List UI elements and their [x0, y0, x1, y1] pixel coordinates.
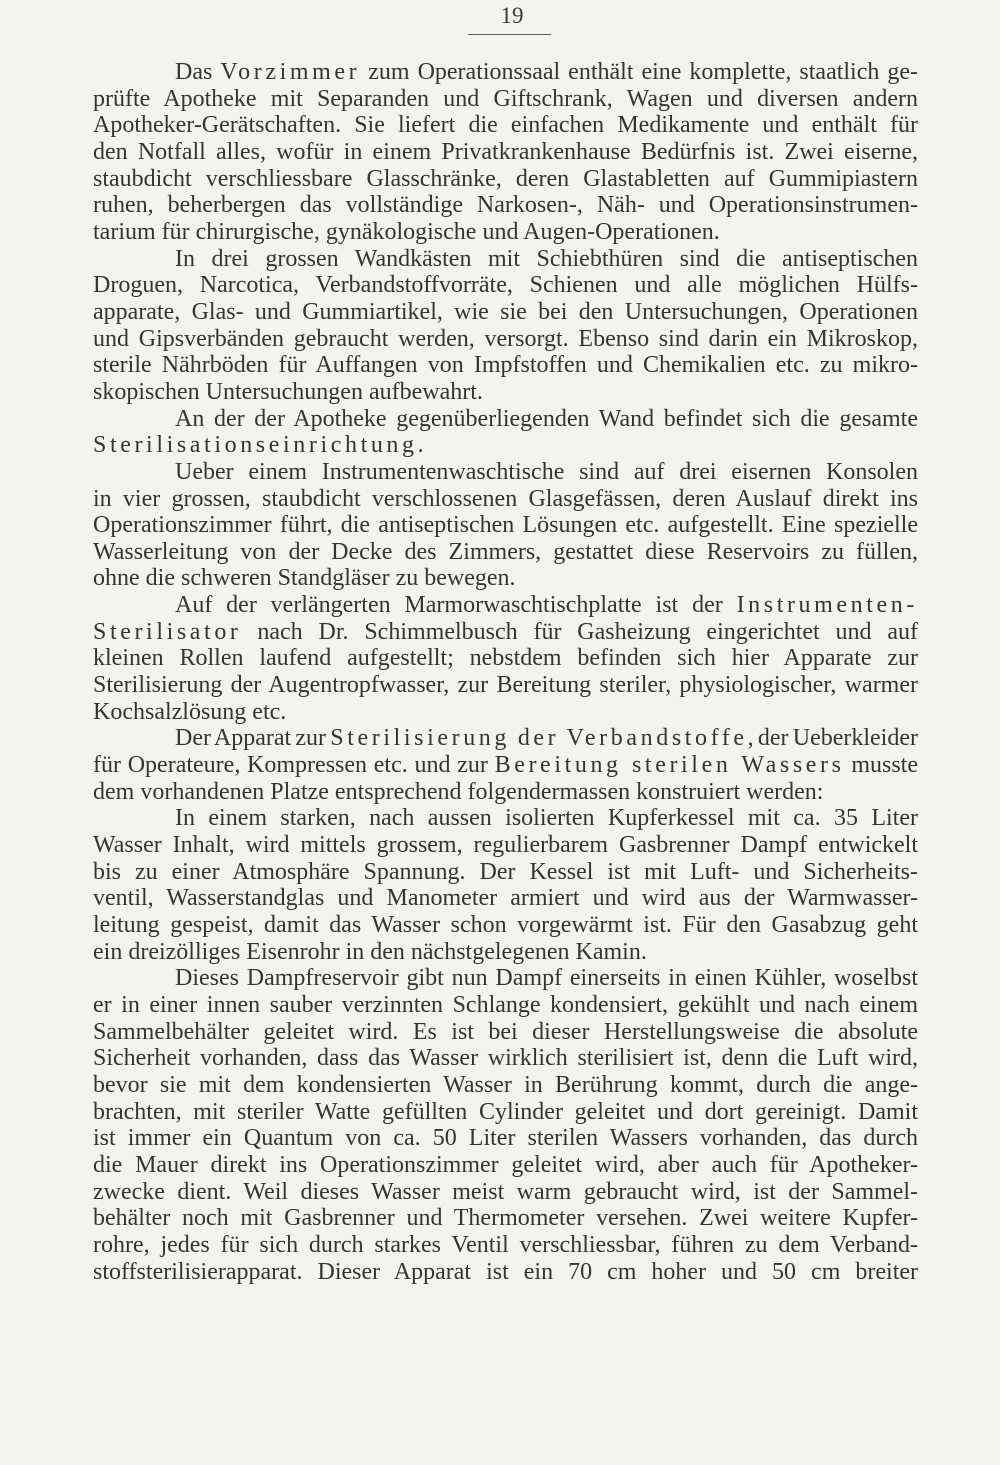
text-line: Kochsalzlösung etc. — [93, 698, 287, 725]
text-line: tarium für chirurgische, gynäkologische und Augen-Operationen. — [93, 218, 720, 245]
text-line: Wasserleitung von der Decke des Zimmers, gestattet diese Reservoirs zu füllen, — [93, 538, 918, 565]
spaced-emphasis: Sterilisator — [93, 618, 242, 645]
text-line: Sicherheit vorhanden, dass das Wasser wirklich sterilisiert ist, denn die Luft wird, — [93, 1045, 918, 1072]
text-line: bis zu einer Atmosphäre Spannung. Der Kessel ist mit Luft- und Sicherheits- — [93, 858, 918, 885]
text-line: leitung gespeist, damit das Wasser schon vorgewärmt ist. Für den Gasabzug geht — [93, 912, 918, 938]
spaced-emphasis: Instrumenten- — [736, 592, 918, 619]
text-run: Das — [175, 59, 221, 85]
text-line: In drei grossen Wandkästen mit Schiebthüren sind die antiseptischen — [175, 245, 918, 272]
paragraph — [93, 725, 918, 805]
text-line: Ueber einem Instrumentenwaschtische sind auf drei eisernen Konsolen — [175, 458, 918, 485]
text-run: Der Apparat zur — [175, 725, 331, 752]
text-run: zum Operationssaal enthält eine komplette, staatlich ge- — [360, 59, 919, 85]
spaced-emphasis: Sterilisierung der Verbandstoffe — [330, 725, 748, 752]
text-line: staubdicht verschliessbare Glasschränke, deren Glastabletten auf Gummipiastern — [93, 165, 918, 192]
paragraph — [93, 592, 918, 725]
text-run: musste — [844, 752, 919, 779]
text-line: den Notfall alles, wofür in einem Privatkrankenhause Bedürfnis ist. Zwei eiserne, — [93, 138, 918, 165]
text-line: In einem starken, nach aussen isolierten Kupferkessel mit ca. 35 Liter — [175, 805, 918, 832]
text-line: dem vorhandenen Platze entsprechend folgendermassen konstruiert werden: — [93, 778, 824, 805]
text-line — [93, 752, 918, 779]
spaced-emphasis: Vorzimmer — [220, 59, 361, 85]
text-line — [175, 725, 918, 752]
text-run: Auf der verlängerten Marmorwaschtischplatte ist der — [175, 592, 737, 619]
text-line: prüfte Apotheke mit Separanden und Giftschrank, Wagen und diversen andern — [93, 85, 918, 112]
text-line: kleinen Rollen laufend aufgestellt; nebstdem befinden sich hier Apparate zur — [93, 645, 918, 672]
text-run: für Operateure, Kompressen etc. und zur — [93, 752, 495, 779]
body-text — [93, 59, 918, 1285]
paragraph — [93, 406, 918, 459]
text-line: brachten, mit steriler Watte gefüllten Cylinder geleitet und dort gereinigt. Damit — [93, 1098, 918, 1125]
text-line: Apotheker-Gerätschaften. Sie liefert die einfachen Medikamente und enthält für — [93, 112, 918, 139]
text-line: rohre, jedes für sich durch starkes Ventil verschliessbar, führen zu dem Verband- — [93, 1231, 918, 1258]
text-line: Wasser Inhalt, wird mittels grossem, regulierbarem Gasbrenner Dampf entwickelt — [93, 832, 918, 859]
text-line: zwecke dient. Weil dieses Wasser meist warm gebraucht wird, ist der Sammel- — [93, 1178, 918, 1205]
spaced-emphasis-line: Sterilisationseinrichtung. — [93, 432, 428, 459]
text-line: ist immer ein Quantum von ca. 50 Liter sterilen Wassers vorhanden, das durch — [93, 1125, 918, 1152]
text-line: die Mauer direkt ins Operationszimmer geleitet wird, aber auch für Apotheker- — [93, 1151, 918, 1178]
text-line: ein dreizölliges Eisenrohr in den nächstgelegenen Kamin. — [93, 938, 647, 965]
text-line: apparate, Glas- und Gummiartikel, wie sie bei den Untersuchungen, Operationen — [93, 298, 918, 325]
text-line: ohne die schweren Standgläser zu bewegen. — [93, 565, 516, 592]
text-line: sterile Nährböden für Auffangen von Impfstoffen und Chemikalien etc. zu mikro- — [93, 352, 918, 379]
text-line — [175, 59, 918, 86]
text-line: Droguen, Narcotica, Verbandstoffvorräte, Schienen und alle möglichen Hülfs- — [93, 272, 918, 299]
text-run: , der Ueberkleider — [747, 725, 918, 752]
text-line: skopischen Untersuchungen aufbewahrt. — [93, 378, 483, 405]
text-line: und Gipsverbänden gebraucht werden, versorgt. Ebenso sind darin ein Mikroskop, — [93, 325, 918, 352]
paragraph — [93, 246, 918, 406]
text-line: er in einer innen sauber verzinnten Schlange kondensiert, gekühlt und nach einem — [93, 991, 918, 1018]
paragraph — [93, 965, 918, 1285]
text-run: nach Dr. Schimmelbusch für Gasheizung eingerichtet und auf — [241, 618, 918, 645]
text-line — [93, 619, 918, 646]
header-rule — [468, 34, 551, 35]
text-line — [175, 592, 918, 619]
spaced-emphasis: Bereitung sterilen Wassers — [494, 752, 845, 779]
text-line: in vier grossen, staubdicht verschlossenen Glasgefässen, deren Auslauf direkt ins — [93, 485, 918, 512]
page-number: 19 — [500, 3, 524, 28]
text-line: Dieses Dampfreservoir gibt nun Dampf einerseits in einen Kühler, woselbst — [175, 965, 918, 992]
text-line: behälter noch mit Gasbrenner und Thermometer versehen. Zwei weitere Kupfer- — [93, 1205, 918, 1232]
text-line: Sammelbehälter geleitet wird. Es ist bei dieser Herstellungsweise die absolute — [93, 1018, 918, 1045]
text-line: An der der Apotheke gegenüberliegenden Wand befindet sich die gesamte — [175, 405, 918, 432]
text-line: bevor sie mit dem kondensierten Wasser in Berührung kommt, durch die ange- — [93, 1071, 918, 1098]
text-line: stoffsterilisierapparat. Dieser Apparat ist ein 70 cm hoher und 50 cm breiter — [93, 1258, 918, 1285]
text-line: ventil, Wasserstandglas und Manometer armiert und wird aus der Warmwasser- — [93, 885, 918, 912]
paragraph — [93, 59, 918, 246]
paragraph — [93, 805, 918, 965]
text-line: ruhen, beherbergen das vollständige Narkosen-, Näh- und Operationsinstrumen- — [93, 192, 918, 219]
text-line: Operationszimmer führt, die antiseptischen Lösungen etc. aufgestellt. Eine spezielle — [93, 512, 918, 539]
paragraph — [93, 459, 918, 592]
text-line: Sterilisierung der Augentropfwasser, zur Bereitung steriler, physiologischer, warmer — [93, 672, 918, 699]
